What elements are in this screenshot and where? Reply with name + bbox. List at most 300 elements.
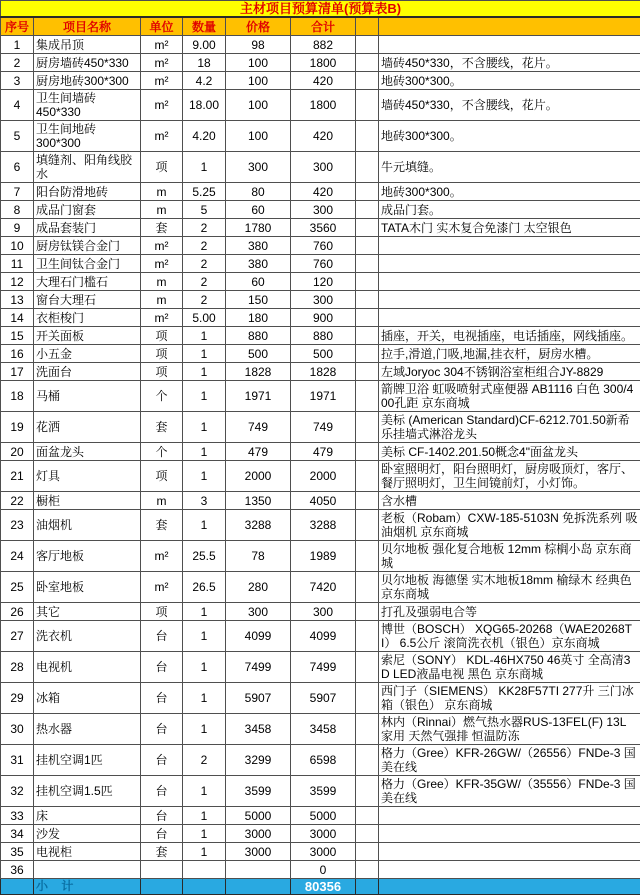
cell-spacer[interactable] — [356, 327, 379, 345]
cell-remark[interactable]: 地砖300*300。 — [379, 121, 640, 152]
cell-spacer[interactable] — [356, 745, 379, 776]
cell-spacer[interactable] — [356, 683, 379, 714]
cell-total[interactable]: 4099 — [291, 621, 356, 652]
cell-price[interactable]: 3000 — [226, 825, 291, 843]
cell-unit[interactable]: 项 — [141, 327, 183, 345]
cell-spacer[interactable] — [356, 363, 379, 381]
cell-serial[interactable]: 11 — [1, 255, 34, 273]
cell-serial[interactable]: 23 — [1, 510, 34, 541]
cell-quantity[interactable]: 1 — [183, 443, 226, 461]
cell-total[interactable]: 0 — [291, 861, 356, 879]
cell-price[interactable]: 100 — [226, 72, 291, 90]
cell-remark[interactable]: 地砖300*300。 — [379, 183, 640, 201]
cell-serial[interactable]: 28 — [1, 652, 34, 683]
cell-unit[interactable]: 个 — [141, 381, 183, 412]
cell-quantity[interactable]: 1 — [183, 807, 226, 825]
cell-remark[interactable] — [379, 825, 640, 843]
cell-quantity[interactable]: 1 — [183, 683, 226, 714]
cell-price[interactable]: 1350 — [226, 492, 291, 510]
cell-price[interactable]: 300 — [226, 603, 291, 621]
cell-unit[interactable]: m² — [141, 541, 183, 572]
cell-spacer[interactable] — [356, 345, 379, 363]
cell-serial[interactable]: 15 — [1, 327, 34, 345]
cell-price[interactable]: 78 — [226, 541, 291, 572]
cell-price[interactable]: 880 — [226, 327, 291, 345]
cell-remark[interactable] — [379, 255, 640, 273]
cell-price[interactable]: 749 — [226, 412, 291, 443]
cell-serial[interactable]: 27 — [1, 621, 34, 652]
cell-unit[interactable]: 个 — [141, 443, 183, 461]
cell-total[interactable]: 479 — [291, 443, 356, 461]
cell-quantity[interactable]: 1 — [183, 327, 226, 345]
cell-serial[interactable]: 31 — [1, 745, 34, 776]
cell-quantity[interactable]: 1 — [183, 621, 226, 652]
cell-serial[interactable]: 25 — [1, 572, 34, 603]
cell-remark[interactable]: 西门子（SIEMENS） KK28F57TI 277升 三门冰箱（银色） 京东商城 — [379, 683, 640, 714]
cell-unit[interactable]: m² — [141, 572, 183, 603]
header-cell-total[interactable]: 合计 — [291, 17, 356, 36]
cell-unit[interactable]: 台 — [141, 621, 183, 652]
cell-serial[interactable]: 9 — [1, 219, 34, 237]
cell-unit[interactable]: m — [141, 273, 183, 291]
cell-price[interactable]: 280 — [226, 572, 291, 603]
cell-item-name[interactable]: 挂机空调1.5匹 — [34, 776, 141, 807]
subtotal-unit-cell[interactable] — [141, 879, 183, 895]
cell-serial[interactable]: 18 — [1, 381, 34, 412]
cell-price[interactable]: 3599 — [226, 776, 291, 807]
cell-spacer[interactable] — [356, 381, 379, 412]
cell-total[interactable]: 3458 — [291, 714, 356, 745]
cell-serial[interactable]: 7 — [1, 183, 34, 201]
cell-unit[interactable]: 台 — [141, 745, 183, 776]
cell-total[interactable]: 760 — [291, 237, 356, 255]
cell-serial[interactable]: 17 — [1, 363, 34, 381]
cell-total[interactable]: 3288 — [291, 510, 356, 541]
cell-remark[interactable] — [379, 291, 640, 309]
cell-quantity[interactable]: 5.25 — [183, 183, 226, 201]
cell-unit[interactable]: 项 — [141, 461, 183, 492]
cell-remark[interactable] — [379, 273, 640, 291]
cell-quantity[interactable]: 2 — [183, 273, 226, 291]
cell-serial[interactable]: 16 — [1, 345, 34, 363]
cell-unit[interactable]: m — [141, 492, 183, 510]
cell-quantity[interactable]: 1 — [183, 510, 226, 541]
cell-spacer[interactable] — [356, 461, 379, 492]
cell-quantity[interactable]: 1 — [183, 412, 226, 443]
cell-total[interactable]: 120 — [291, 273, 356, 291]
cell-total[interactable]: 3560 — [291, 219, 356, 237]
subtotal-qty-cell[interactable] — [183, 879, 226, 895]
cell-remark[interactable]: 打孔及强弱电合等 — [379, 603, 640, 621]
cell-item-name[interactable] — [34, 861, 141, 879]
cell-remark[interactable] — [379, 237, 640, 255]
cell-spacer[interactable] — [356, 412, 379, 443]
cell-serial[interactable]: 5 — [1, 121, 34, 152]
cell-spacer[interactable] — [356, 309, 379, 327]
cell-total[interactable]: 300 — [291, 152, 356, 183]
cell-price[interactable]: 7499 — [226, 652, 291, 683]
cell-item-name[interactable]: 衣柜梭门 — [34, 309, 141, 327]
cell-remark[interactable]: TATA木门 实木复合免漆门 太空银色 — [379, 219, 640, 237]
cell-remark[interactable]: 老板（Robam）CXW-185-5103N 免拆洗系列 吸油烟机 京东商城 — [379, 510, 640, 541]
cell-unit[interactable]: 台 — [141, 683, 183, 714]
cell-total[interactable]: 4050 — [291, 492, 356, 510]
subtotal-label[interactable]: 小 计 — [34, 879, 141, 895]
cell-item-name[interactable]: 热水器 — [34, 714, 141, 745]
cell-price[interactable]: 5000 — [226, 807, 291, 825]
header-cell-unit[interactable]: 单位 — [141, 17, 183, 36]
cell-unit[interactable] — [141, 861, 183, 879]
cell-total[interactable]: 1800 — [291, 54, 356, 72]
cell-price[interactable]: 500 — [226, 345, 291, 363]
cell-remark[interactable]: 含水槽 — [379, 492, 640, 510]
cell-spacer[interactable] — [356, 443, 379, 461]
cell-quantity[interactable]: 1 — [183, 776, 226, 807]
cell-serial[interactable]: 12 — [1, 273, 34, 291]
cell-unit[interactable]: m — [141, 201, 183, 219]
cell-item-name[interactable]: 大理石门槛石 — [34, 273, 141, 291]
cell-price[interactable]: 60 — [226, 273, 291, 291]
cell-item-name[interactable]: 卧室地板 — [34, 572, 141, 603]
cell-spacer[interactable] — [356, 72, 379, 90]
cell-spacer[interactable] — [356, 807, 379, 825]
cell-unit[interactable]: m² — [141, 255, 183, 273]
cell-serial[interactable]: 32 — [1, 776, 34, 807]
cell-item-name[interactable]: 厨房钛镁合金门 — [34, 237, 141, 255]
cell-spacer[interactable] — [356, 652, 379, 683]
cell-unit[interactable]: 台 — [141, 714, 183, 745]
cell-price[interactable]: 150 — [226, 291, 291, 309]
cell-item-name[interactable]: 卫生间钛合金门 — [34, 255, 141, 273]
cell-price[interactable]: 98 — [226, 36, 291, 54]
cell-item-name[interactable]: 马桶 — [34, 381, 141, 412]
cell-spacer[interactable] — [356, 572, 379, 603]
cell-item-name[interactable]: 开关面板 — [34, 327, 141, 345]
cell-quantity[interactable]: 1 — [183, 381, 226, 412]
cell-spacer[interactable] — [356, 776, 379, 807]
cell-item-name[interactable]: 厨房地砖300*300 — [34, 72, 141, 90]
cell-item-name[interactable]: 洗衣机 — [34, 621, 141, 652]
cell-total[interactable]: 300 — [291, 201, 356, 219]
cell-total[interactable]: 300 — [291, 291, 356, 309]
cell-spacer[interactable] — [356, 603, 379, 621]
cell-remark[interactable]: 左域Joryoc 304不锈钢浴室柜组合JY-8829 — [379, 363, 640, 381]
cell-spacer[interactable] — [356, 621, 379, 652]
cell-quantity[interactable]: 18.00 — [183, 90, 226, 121]
subtotal-value[interactable]: 80356 — [291, 879, 356, 895]
cell-spacer[interactable] — [356, 291, 379, 309]
cell-spacer[interactable] — [356, 219, 379, 237]
cell-item-name[interactable]: 面盆龙头 — [34, 443, 141, 461]
cell-quantity[interactable]: 25.5 — [183, 541, 226, 572]
header-cell-name[interactable]: 项目名称 — [34, 17, 141, 36]
cell-serial[interactable]: 29 — [1, 683, 34, 714]
cell-price[interactable]: 100 — [226, 121, 291, 152]
cell-price[interactable]: 3000 — [226, 843, 291, 861]
cell-price[interactable]: 380 — [226, 255, 291, 273]
cell-unit[interactable]: 项 — [141, 152, 183, 183]
subtotal-spacer[interactable] — [1, 879, 34, 895]
cell-item-name[interactable]: 卫生间地砖300*300 — [34, 121, 141, 152]
cell-quantity[interactable]: 5 — [183, 201, 226, 219]
cell-remark[interactable]: 贝尔地板 强化复合地板 12mm 棕榈小岛 京东商城 — [379, 541, 640, 572]
cell-serial[interactable]: 22 — [1, 492, 34, 510]
cell-remark[interactable]: 格力（Gree）KFR-26GW/（26556）FNDe-3 国美在线 — [379, 745, 640, 776]
cell-remark[interactable]: 索尼（SONY） KDL-46HX750 46英寸 全高清3D LED液晶电视 黑色 京东商城 — [379, 652, 640, 683]
cell-remark[interactable]: 墙砖450*330，不含腰线，花片。 — [379, 54, 640, 72]
cell-spacer[interactable] — [356, 36, 379, 54]
cell-remark[interactable]: 林内（Rinnai）燃气热水器RUS-13FEL(F) 13L家用 天然气强排 恒温防冻 — [379, 714, 640, 745]
cell-spacer[interactable] — [356, 152, 379, 183]
cell-item-name[interactable]: 窗台大理石 — [34, 291, 141, 309]
cell-unit[interactable]: m² — [141, 90, 183, 121]
cell-price[interactable]: 100 — [226, 54, 291, 72]
cell-price[interactable]: 3299 — [226, 745, 291, 776]
cell-unit[interactable]: 台 — [141, 807, 183, 825]
cell-unit[interactable]: m² — [141, 121, 183, 152]
cell-price[interactable]: 1780 — [226, 219, 291, 237]
cell-quantity[interactable]: 18 — [183, 54, 226, 72]
header-cell-no[interactable]: 序号 — [1, 17, 34, 36]
cell-item-name[interactable]: 挂机空调1匹 — [34, 745, 141, 776]
cell-quantity[interactable]: 1 — [183, 714, 226, 745]
cell-spacer[interactable] — [356, 201, 379, 219]
cell-remark[interactable]: 箭牌卫浴 虹吸喷射式座便器 AB1116 白色 300/400孔距 京东商城 — [379, 381, 640, 412]
cell-total[interactable]: 1971 — [291, 381, 356, 412]
cell-unit[interactable]: m² — [141, 36, 183, 54]
cell-quantity[interactable]: 2 — [183, 237, 226, 255]
cell-serial[interactable]: 30 — [1, 714, 34, 745]
cell-remark[interactable]: 墙砖450*330，不含腰线，花片。 — [379, 90, 640, 121]
cell-total[interactable]: 760 — [291, 255, 356, 273]
cell-remark[interactable]: 牛元填缝。 — [379, 152, 640, 183]
subtotal-spacer-2[interactable] — [356, 879, 379, 895]
cell-total[interactable]: 1800 — [291, 90, 356, 121]
cell-serial[interactable]: 35 — [1, 843, 34, 861]
cell-total[interactable]: 880 — [291, 327, 356, 345]
cell-quantity[interactable]: 1 — [183, 843, 226, 861]
cell-item-name[interactable]: 成品套装门 — [34, 219, 141, 237]
cell-price[interactable]: 1828 — [226, 363, 291, 381]
cell-serial[interactable]: 14 — [1, 309, 34, 327]
cell-item-name[interactable]: 油烟机 — [34, 510, 141, 541]
cell-unit[interactable]: 套 — [141, 219, 183, 237]
cell-quantity[interactable]: 4.2 — [183, 72, 226, 90]
cell-remark[interactable]: 拉手,滑道,门吸,地漏,挂衣杆，厨房水槽。 — [379, 345, 640, 363]
cell-unit[interactable]: 项 — [141, 345, 183, 363]
cell-item-name[interactable]: 橱柜 — [34, 492, 141, 510]
cell-total[interactable]: 3000 — [291, 825, 356, 843]
cell-spacer[interactable] — [356, 861, 379, 879]
cell-quantity[interactable]: 26.5 — [183, 572, 226, 603]
cell-quantity[interactable]: 1 — [183, 825, 226, 843]
cell-quantity[interactable]: 9.00 — [183, 36, 226, 54]
cell-serial[interactable]: 8 — [1, 201, 34, 219]
cell-item-name[interactable]: 卫生间墙砖450*330 — [34, 90, 141, 121]
cell-serial[interactable]: 26 — [1, 603, 34, 621]
cell-price[interactable]: 380 — [226, 237, 291, 255]
cell-spacer[interactable] — [356, 843, 379, 861]
cell-spacer[interactable] — [356, 183, 379, 201]
cell-quantity[interactable]: 2 — [183, 255, 226, 273]
cell-unit[interactable]: m² — [141, 72, 183, 90]
cell-unit[interactable]: m — [141, 291, 183, 309]
header-cell-note[interactable] — [379, 17, 640, 36]
cell-quantity[interactable] — [183, 861, 226, 879]
cell-unit[interactable]: 台 — [141, 776, 183, 807]
cell-serial[interactable]: 19 — [1, 412, 34, 443]
cell-item-name[interactable]: 厨房墙砖450*330 — [34, 54, 141, 72]
cell-serial[interactable]: 2 — [1, 54, 34, 72]
cell-quantity[interactable]: 3 — [183, 492, 226, 510]
cell-total[interactable]: 5907 — [291, 683, 356, 714]
cell-serial[interactable]: 36 — [1, 861, 34, 879]
cell-price[interactable]: 80 — [226, 183, 291, 201]
sheet-title[interactable]: 主材项目预算清单(预算表B) — [1, 1, 640, 18]
cell-total[interactable]: 2000 — [291, 461, 356, 492]
cell-item-name[interactable]: 灯具 — [34, 461, 141, 492]
cell-total[interactable]: 882 — [291, 36, 356, 54]
cell-quantity[interactable]: 1 — [183, 152, 226, 183]
cell-quantity[interactable]: 1 — [183, 652, 226, 683]
cell-quantity[interactable]: 1 — [183, 363, 226, 381]
header-cell-blank[interactable] — [356, 17, 379, 36]
cell-spacer[interactable] — [356, 510, 379, 541]
cell-unit[interactable]: 项 — [141, 363, 183, 381]
cell-unit[interactable]: 套 — [141, 510, 183, 541]
cell-total[interactable]: 300 — [291, 603, 356, 621]
cell-quantity[interactable]: 2 — [183, 745, 226, 776]
cell-item-name[interactable]: 冰箱 — [34, 683, 141, 714]
cell-price[interactable]: 1971 — [226, 381, 291, 412]
cell-remark[interactable] — [379, 807, 640, 825]
cell-total[interactable]: 3599 — [291, 776, 356, 807]
cell-item-name[interactable]: 小五金 — [34, 345, 141, 363]
header-cell-price[interactable]: 价格 — [226, 17, 291, 36]
cell-spacer[interactable] — [356, 237, 379, 255]
cell-serial[interactable]: 34 — [1, 825, 34, 843]
cell-item-name[interactable]: 电视机 — [34, 652, 141, 683]
cell-serial[interactable]: 6 — [1, 152, 34, 183]
cell-spacer[interactable] — [356, 121, 379, 152]
cell-spacer[interactable] — [356, 825, 379, 843]
cell-item-name[interactable]: 填缝剂、阳角线胶水 — [34, 152, 141, 183]
cell-remark[interactable]: 博世（BOSCH） XQG65-20268（WAE20268TI） 6.5公斤 滚筒洗衣机（银色）京东商城 — [379, 621, 640, 652]
cell-remark[interactable]: 成品门套。 — [379, 201, 640, 219]
cell-item-name[interactable]: 洗面台 — [34, 363, 141, 381]
cell-total[interactable]: 3000 — [291, 843, 356, 861]
subtotal-price-cell[interactable] — [226, 879, 291, 895]
cell-total[interactable]: 749 — [291, 412, 356, 443]
cell-remark[interactable]: 格力（Gree）KFR-35GW/（35556）FNDe-3 国美在线 — [379, 776, 640, 807]
cell-total[interactable]: 500 — [291, 345, 356, 363]
cell-price[interactable]: 60 — [226, 201, 291, 219]
cell-remark[interactable]: 地砖300*300。 — [379, 72, 640, 90]
cell-total[interactable]: 5000 — [291, 807, 356, 825]
cell-remark[interactable] — [379, 309, 640, 327]
cell-unit[interactable]: m² — [141, 309, 183, 327]
cell-item-name[interactable]: 成品门窗套 — [34, 201, 141, 219]
cell-unit[interactable]: 套 — [141, 412, 183, 443]
cell-item-name[interactable]: 客厅地板 — [34, 541, 141, 572]
cell-item-name[interactable]: 其它 — [34, 603, 141, 621]
cell-quantity[interactable]: 2 — [183, 291, 226, 309]
cell-serial[interactable]: 1 — [1, 36, 34, 54]
cell-serial[interactable]: 13 — [1, 291, 34, 309]
cell-serial[interactable]: 24 — [1, 541, 34, 572]
cell-item-name[interactable]: 电视柜 — [34, 843, 141, 861]
cell-spacer[interactable] — [356, 54, 379, 72]
cell-quantity[interactable]: 1 — [183, 345, 226, 363]
cell-remark[interactable] — [379, 843, 640, 861]
cell-unit[interactable]: 项 — [141, 603, 183, 621]
cell-price[interactable] — [226, 861, 291, 879]
cell-item-name[interactable]: 沙发 — [34, 825, 141, 843]
cell-total[interactable]: 900 — [291, 309, 356, 327]
cell-spacer[interactable] — [356, 492, 379, 510]
cell-total[interactable]: 6598 — [291, 745, 356, 776]
cell-price[interactable]: 3458 — [226, 714, 291, 745]
cell-remark[interactable]: 美标 (American Standard)CF-6212.701.50新希乐挂墙式淋浴龙头 — [379, 412, 640, 443]
cell-total[interactable]: 420 — [291, 72, 356, 90]
cell-item-name[interactable]: 阳台防滑地砖 — [34, 183, 141, 201]
cell-item-name[interactable]: 床 — [34, 807, 141, 825]
subtotal-note-cell[interactable] — [379, 879, 640, 895]
cell-unit[interactable]: 台 — [141, 825, 183, 843]
cell-serial[interactable]: 4 — [1, 90, 34, 121]
cell-spacer[interactable] — [356, 90, 379, 121]
cell-spacer[interactable] — [356, 273, 379, 291]
cell-remark[interactable]: 卧室照明灯，阳台照明灯，厨房吸顶灯，客厅、餐厅照明灯，卫生间镜前灯，小灯饰。 — [379, 461, 640, 492]
cell-item-name[interactable]: 集成吊顶 — [34, 36, 141, 54]
cell-spacer[interactable] — [356, 541, 379, 572]
cell-serial[interactable]: 21 — [1, 461, 34, 492]
cell-total[interactable]: 1989 — [291, 541, 356, 572]
cell-total[interactable]: 7499 — [291, 652, 356, 683]
cell-price[interactable]: 300 — [226, 152, 291, 183]
cell-price[interactable]: 100 — [226, 90, 291, 121]
cell-quantity[interactable]: 4.20 — [183, 121, 226, 152]
cell-serial[interactable]: 33 — [1, 807, 34, 825]
cell-quantity[interactable]: 5.00 — [183, 309, 226, 327]
cell-remark[interactable] — [379, 36, 640, 54]
cell-unit[interactable]: m² — [141, 237, 183, 255]
cell-spacer[interactable] — [356, 714, 379, 745]
cell-remark[interactable] — [379, 861, 640, 879]
cell-serial[interactable]: 20 — [1, 443, 34, 461]
cell-serial[interactable]: 10 — [1, 237, 34, 255]
cell-price[interactable]: 180 — [226, 309, 291, 327]
header-cell-qty[interactable]: 数量 — [183, 17, 226, 36]
cell-remark[interactable]: 美标 CF-1402.201.50概念4"面盆龙头 — [379, 443, 640, 461]
cell-unit[interactable]: 套 — [141, 843, 183, 861]
cell-total[interactable]: 1828 — [291, 363, 356, 381]
cell-remark[interactable]: 插座，开关，电视插座，电话插座，网线插座。 — [379, 327, 640, 345]
cell-price[interactable]: 2000 — [226, 461, 291, 492]
cell-quantity[interactable]: 2 — [183, 219, 226, 237]
cell-unit[interactable]: m — [141, 183, 183, 201]
cell-price[interactable]: 3288 — [226, 510, 291, 541]
cell-remark[interactable]: 贝尔地板 海德堡 实木地板18mm 榆绿木 经典色 京东商城 — [379, 572, 640, 603]
cell-price[interactable]: 479 — [226, 443, 291, 461]
cell-unit[interactable]: m² — [141, 54, 183, 72]
cell-price[interactable]: 4099 — [226, 621, 291, 652]
cell-total[interactable]: 420 — [291, 183, 356, 201]
cell-quantity[interactable]: 1 — [183, 603, 226, 621]
cell-total[interactable]: 7420 — [291, 572, 356, 603]
cell-serial[interactable]: 3 — [1, 72, 34, 90]
cell-price[interactable]: 5907 — [226, 683, 291, 714]
